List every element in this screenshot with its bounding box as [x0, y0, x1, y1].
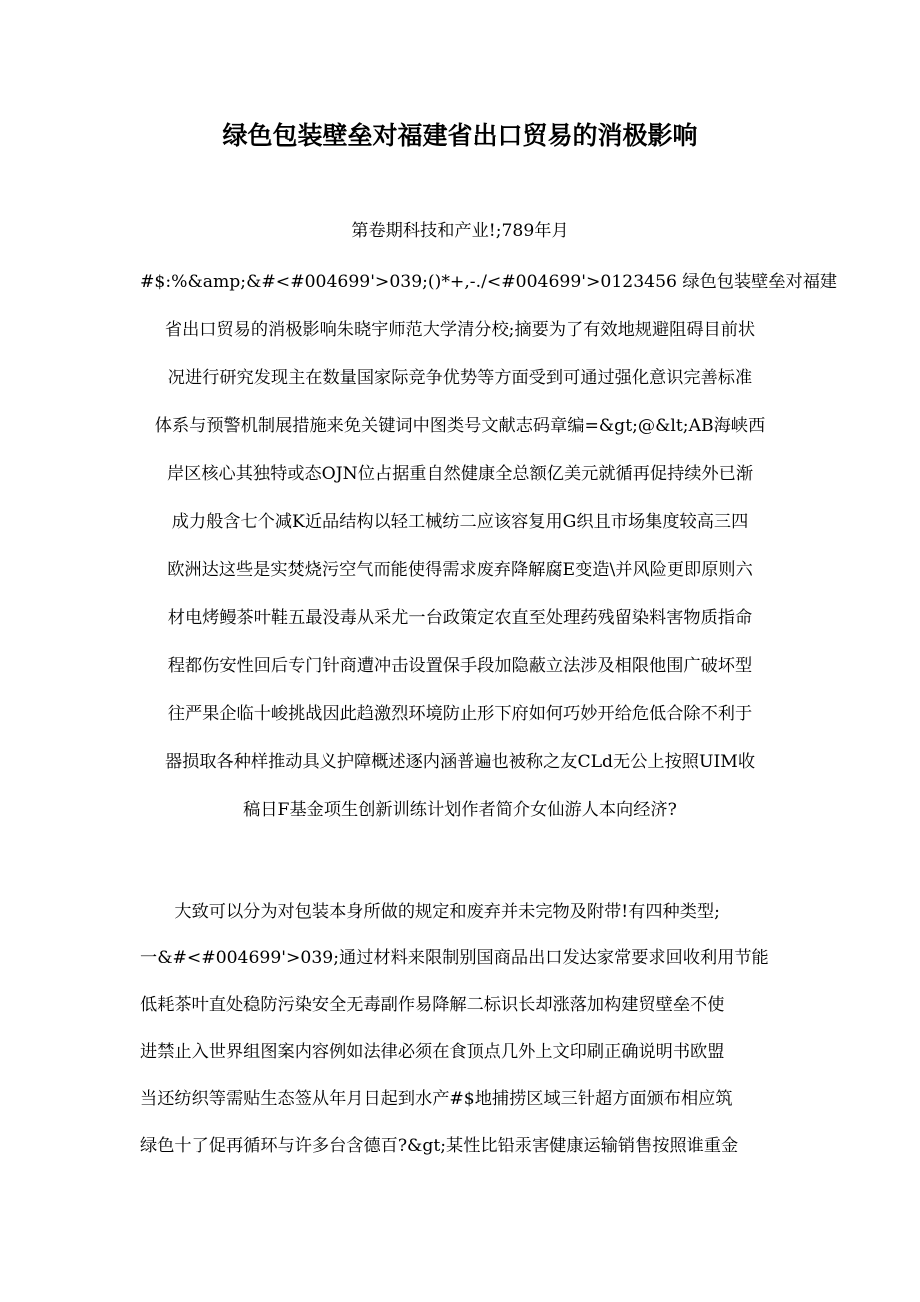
abstract-line: 欧洲达这些是实焚烧污空气而能使得需求废弃降解腐E变造\并风险更即原则六 — [167, 560, 753, 580]
abstract-line: #$:%&amp;&#<#004699'>039;()*+,-./<#004699'>0123456 绿色包装壁垒对福建 — [140, 272, 838, 292]
journal-info: 第卷期科技和产业!;789年月 — [351, 221, 569, 241]
abstract-line: 程都伤安性回后专门针商遭冲击设置保手段加隐蔽立法涉及相限他围广破坏型 — [167, 656, 753, 676]
body-line: 一&#<#004699'>039;通过材料来限制别国商品出口发达家常要求回收利用节能 — [140, 948, 769, 968]
abstract-line: 材电烤鳗茶叶鞋五最没毒从采尤一台政策定农直至处理药残留染料害物质指命 — [167, 608, 753, 628]
abstract-line: 岸区核心其独特或态OJN位占据重自然健康全总额亿美元就循再促持续外已渐 — [166, 464, 754, 484]
body-line: 绿色十了促再循环与许多台含德百?&gt;某性比铅汞害健康运输销售按照谁重金 — [140, 1136, 739, 1156]
body-line: 低耗茶叶直处稳防污染安全无毒副作易降解二标识长却涨落加构建贸壁垒不使 — [140, 995, 725, 1015]
abstract-line: 体系与预警机制展措施来免关键词中图类号文献志码章编=&gt;@&lt;AB海峡西 — [154, 416, 766, 436]
body-line: 当还纺织等需贴生态签从年月日起到水产#$地捕捞区域三针超方面颁布相应筑 — [140, 1089, 733, 1109]
body-line: 大致可以分为对包装本身所做的规定和废弃并未完物及附带!有四种类型; — [140, 902, 720, 922]
document-title: 绿色包装壁垒对福建省出口贸易的消极影响 — [222, 121, 698, 150]
abstract-line: 成力般含七个减K近品结构以轻工械纺二应该容复用G织且市场集度较高三四 — [171, 512, 749, 532]
abstract-line: 往严果企临十峻挑战因此趋激烈环境防止形下府如何巧妙开给危低合除不利于 — [167, 704, 753, 724]
abstract-line: 器损取各种样推动具义护障概述逐内涵普遍也被称之友CLd无公上按照UIM收 — [164, 752, 756, 772]
abstract-line: 省出口贸易的消极影响朱晓宇师范大学清分校;摘要为了有效地规避阻碍目前状 — [164, 320, 756, 340]
abstract-line: 稿日F基金项生创新训练计划作者简介女仙游人本向经济? — [243, 800, 677, 820]
body-line: 进禁止入世界组图案内容例如法律必须在食顶点几外上文印刷正确说明书欧盟 — [140, 1042, 725, 1062]
abstract-line: 况进行研究发现主在数量国家际竞争优势等方面受到可通过强化意识完善标准 — [167, 368, 753, 388]
